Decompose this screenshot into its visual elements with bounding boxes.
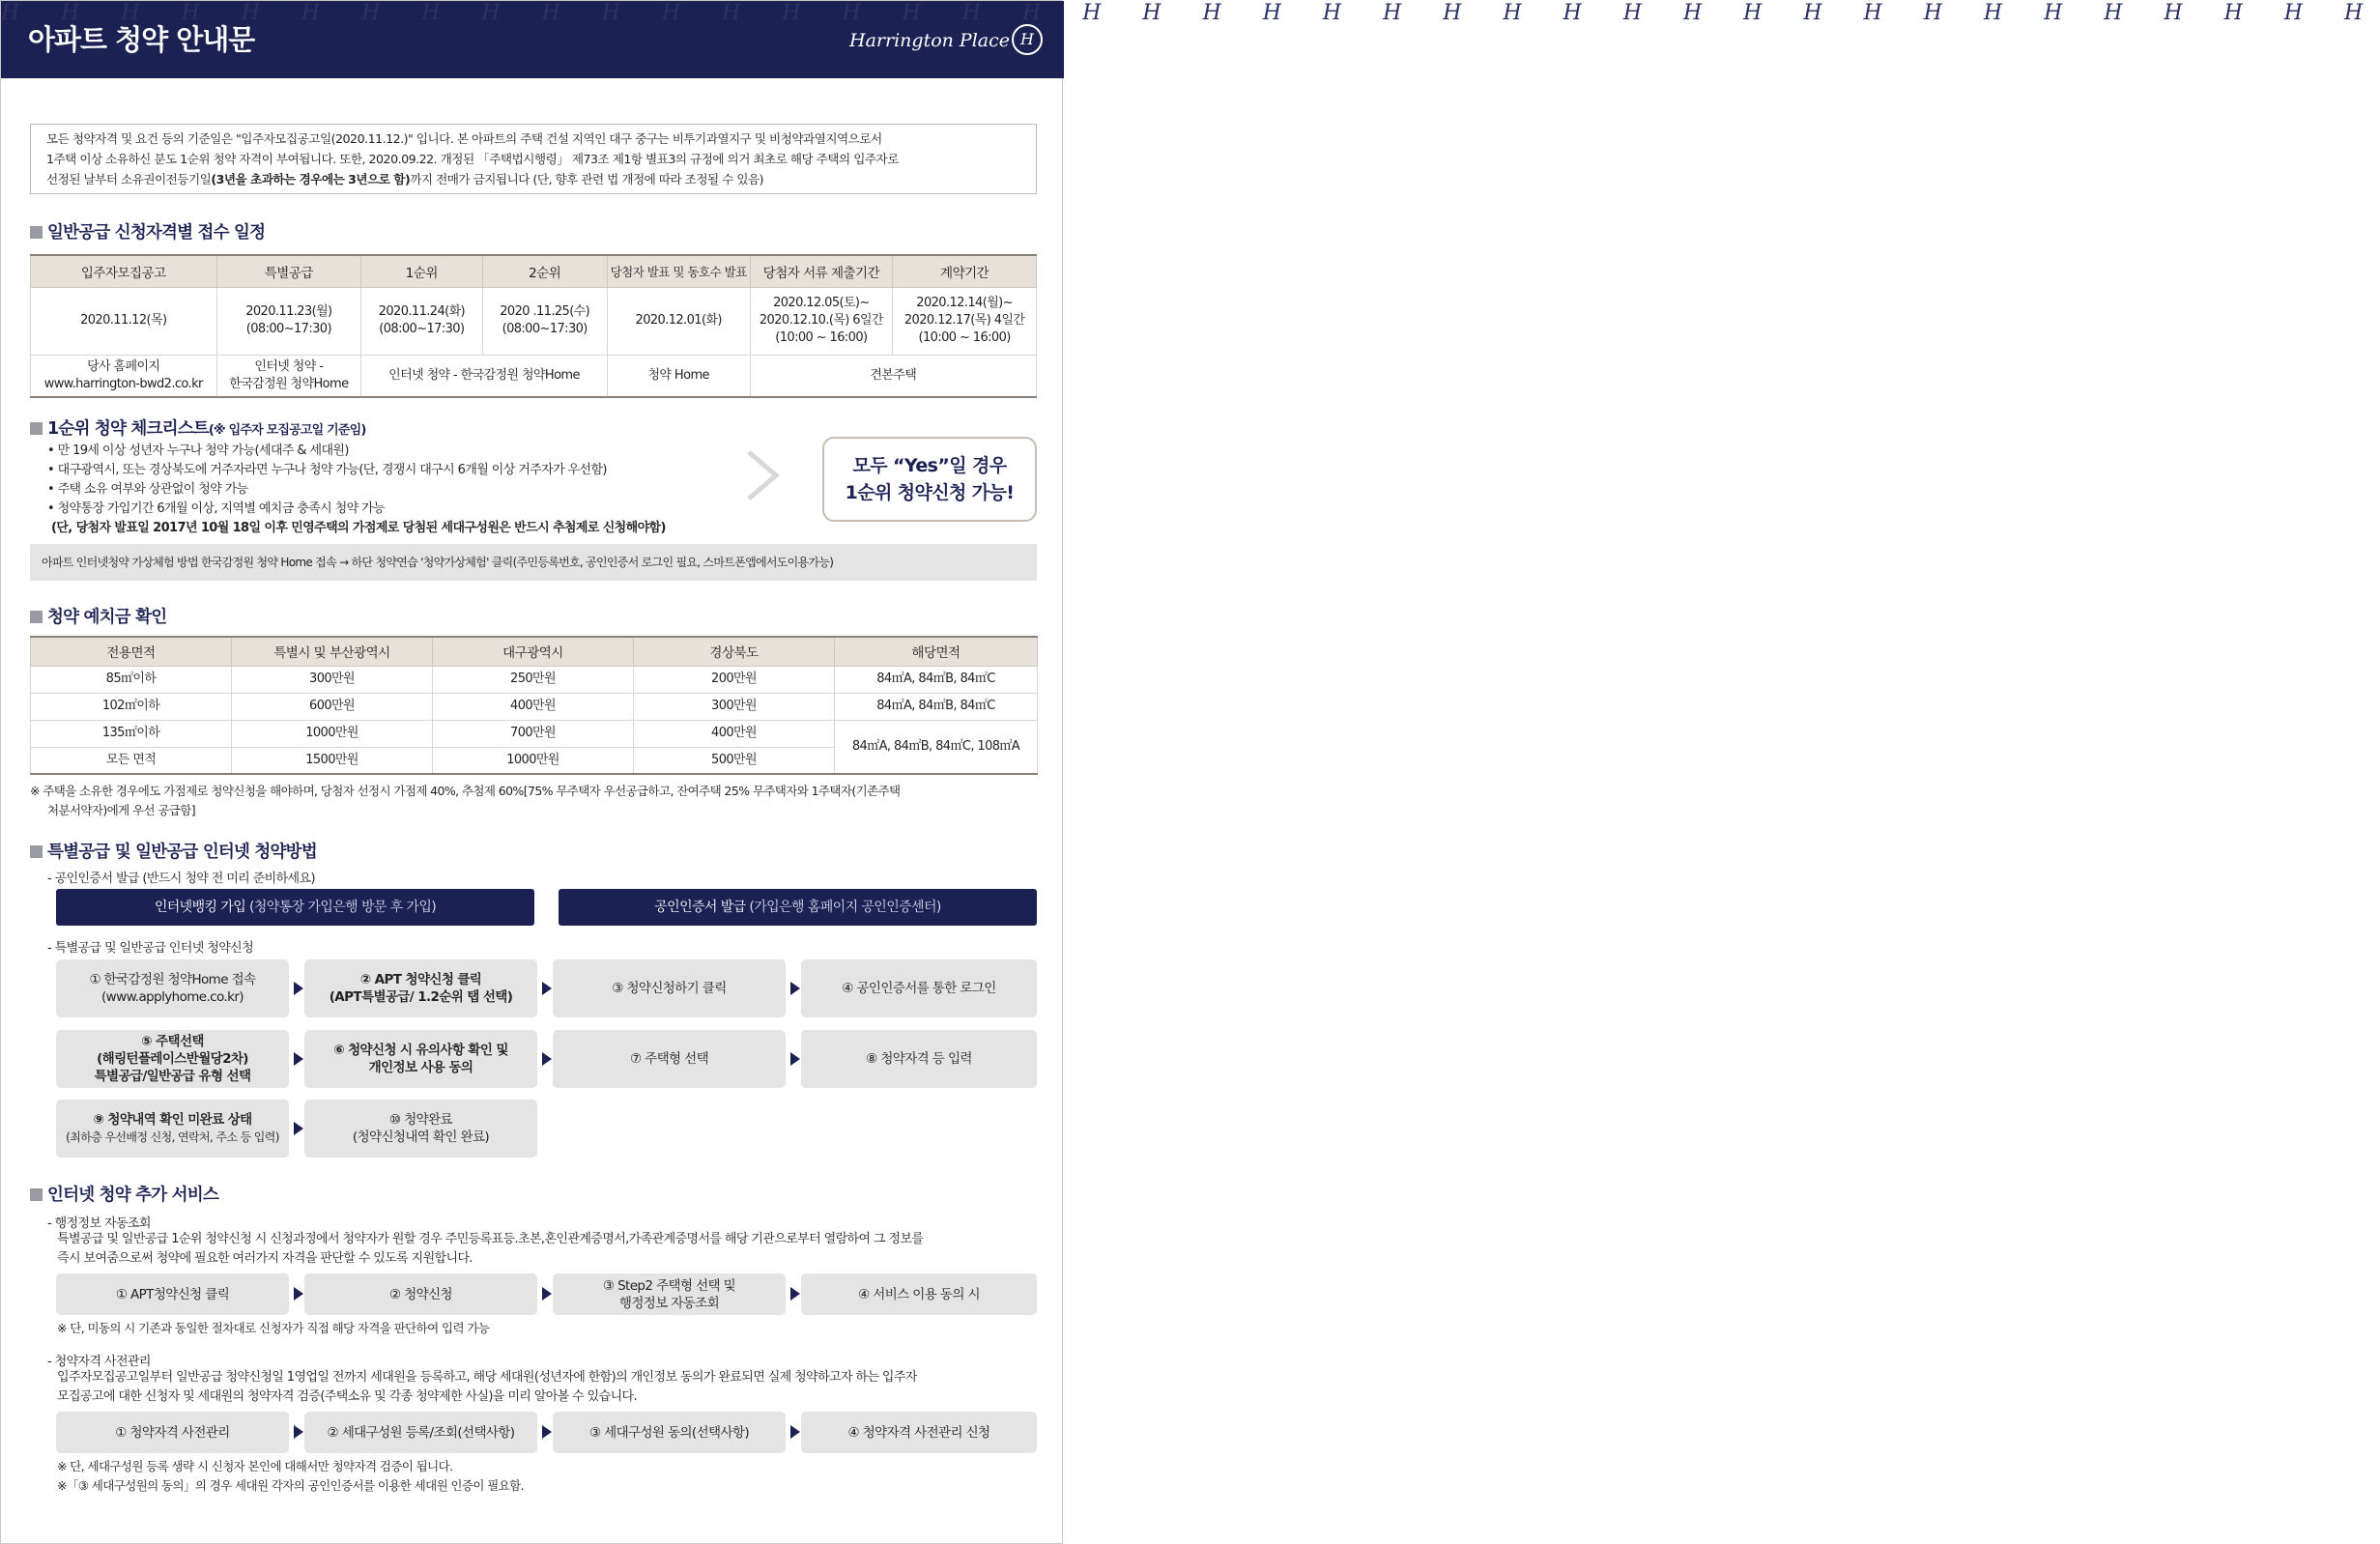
deposit-cell: 84㎡A, 84㎡B, 84㎡C <box>835 666 1038 693</box>
table-row <box>31 720 1038 747</box>
deposit-footnote-line-1: ※ 주택을 소유한 경우에도 가점제로 청약신청을 해야하며, 당첨자 선정시 가점제 40%, 추첨제 60%[75% 무주택자 우선공급하고, 잔여주택 25% 무주택자와 1주택자(기존주택 <box>30 784 901 798</box>
step-line: ④ 청약자격 사전관리 신청 <box>847 1424 990 1441</box>
step-line: (최하층 우선배정 신청, 연락처, 주소 등 입력) <box>66 1130 279 1144</box>
schedule-place-row <box>31 355 1037 397</box>
step-line: ⑥ 청약신청 시 유의사항 확인 및 <box>333 1043 508 1058</box>
deposit-header: 해당면적 <box>835 637 1038 666</box>
intro-box <box>30 124 1037 194</box>
step-line: ① APT청약신청 클릭 <box>115 1286 230 1302</box>
checklist-item: • 청약통장 가입기간 6개월 이상, 지역별 예치금 충족시 청약 가능 <box>47 501 386 516</box>
step-line: ① 한국감정원 청약Home 접속 <box>89 972 256 987</box>
section-title-schedule <box>30 219 265 243</box>
section-title-deposit-text: 청약 예치금 확인 <box>47 608 167 627</box>
section-square-icon <box>30 611 43 623</box>
section-title-checklist-note: (※ 입주자 모집공고일 기준임) <box>208 423 366 438</box>
deposit-cell: 600만원 <box>232 693 433 720</box>
schedule-header: 당첨자 발표 및 동호수 발표 <box>607 255 750 287</box>
extra-sub-1: - 행정정보 자동조회 <box>47 1216 151 1231</box>
prequal-step-1[interactable] <box>56 1412 289 1453</box>
checklist-item: • 대구광역시, 또는 경상북도에 거주자라면 누구나 청약 가능(단, 경쟁시 대구시 6개월 이상 거주자가 우선함) <box>47 463 607 477</box>
table-row <box>31 693 1038 720</box>
schedule-cell-line: 인터넷 청약 - <box>254 358 324 374</box>
step-10[interactable] <box>304 1100 537 1158</box>
step-9[interactable] <box>56 1100 289 1158</box>
deposit-cell: 84㎡A, 84㎡B, 84㎡C, 108㎡A <box>835 720 1038 774</box>
section-title-internet-text: 특별공급 및 일반공급 인터넷 청약방법 <box>47 843 317 862</box>
schedule-cell-line: (08:00~17:30) <box>245 322 331 336</box>
step-2[interactable] <box>304 959 537 1017</box>
schedule-header: 입주자모집공고 <box>31 255 217 287</box>
schedule-cell-line: 2020.11.23(월) <box>245 304 332 319</box>
deposit-cell: 102㎡이하 <box>31 693 232 720</box>
schedule-cell <box>216 287 361 355</box>
extra-note-2-line: ※ 단, 세대구성원 등록 생략 시 신청자 본인에 대해서만 청약자격 검증이 됩니다. <box>57 1459 453 1473</box>
extra-paragraph-1 <box>57 1230 1037 1268</box>
certificate-button-label: 공인인증서 발급 <box>654 900 746 915</box>
checklist-item-bold: (단, 당첨자 발표일 2017년 10월 18일 이후 민영주택의 가점제로 당첨된 세대구성원은 반드시 추첨제로 신청해야함) <box>51 521 666 535</box>
deposit-header: 특별시 및 부산광역시 <box>232 637 433 666</box>
schedule-cell-line: 당사 홈페이지 <box>87 358 160 374</box>
schedule-cell: 2020.11.12(목) <box>31 287 217 355</box>
intro-line-3-bold: (3년을 초과하는 경우에는 3년으로 함) <box>211 172 411 186</box>
header-banner <box>1 1 2380 78</box>
schedule-cell-line: 한국감정원 청약Home <box>229 376 349 391</box>
step-line: (APT특별공급/ 1.2순위 탭 선택) <box>329 989 513 1005</box>
step-line: ⑨ 청약내역 확인 미완료 상태 <box>93 1112 252 1128</box>
yes-badge-line-2: 1순위 청약신청 가능! <box>845 482 1015 503</box>
schedule-header: 1순위 <box>361 255 482 287</box>
certificate-button-sub: (가입은행 홈페이지 공인인증센터) <box>745 900 941 915</box>
section-title-extra <box>30 1182 218 1206</box>
extra-step-4[interactable] <box>801 1273 1037 1315</box>
step-line: ③ Step2 주택형 선택 및 <box>602 1277 736 1294</box>
section-title-extra-text: 인터넷 청약 추가 서비스 <box>47 1186 218 1205</box>
deposit-header: 전용면적 <box>31 637 232 666</box>
step-line: ⑩ 청약완료 <box>389 1112 452 1128</box>
table-row <box>31 666 1038 693</box>
step-line: ① 청약자격 사전관리 <box>115 1424 230 1441</box>
schedule-header-row <box>31 255 1037 287</box>
schedule-cell <box>893 287 1037 355</box>
brand-logo: Harrington Place <box>849 30 1010 51</box>
schedule-cell: 견본주택 <box>750 355 1036 397</box>
schedule-cell-line: 2020.12.17(목) 4일간 <box>903 313 1025 328</box>
intro-line-3a: 선정된 날부터 소유권이전등기일 <box>46 172 212 186</box>
step-4[interactable] <box>801 959 1037 1017</box>
arrow-right-icon <box>294 1122 303 1135</box>
extra-step-1[interactable] <box>56 1273 289 1315</box>
checklist-item: • 만 19세 이상 성년자 누구나 청약 가능(세대주 & 세대원) <box>47 443 349 458</box>
page-title: 아파트 청약 안내문 <box>28 23 255 56</box>
section-square-icon <box>30 422 43 435</box>
arrow-right-icon <box>294 1287 303 1301</box>
step-8[interactable] <box>801 1030 1037 1088</box>
arrow-right-icon <box>790 982 800 995</box>
schedule-header: 계약기간 <box>893 255 1037 287</box>
step-line: (해링턴플레이스반월당2차) <box>97 1051 248 1067</box>
deposit-cell: 1500만원 <box>232 747 433 774</box>
deposit-cell: 85㎡이하 <box>31 666 232 693</box>
arrow-right-icon <box>294 1052 303 1066</box>
schedule-table <box>30 254 1037 398</box>
intro-line-3 <box>46 169 1020 189</box>
step-7[interactable] <box>553 1030 786 1088</box>
chevron-right-icon <box>743 448 782 502</box>
extra-note-2 <box>57 1457 1064 1496</box>
section-square-icon <box>30 845 43 858</box>
schedule-cell-line: 2020 .11.25(수) <box>500 304 590 319</box>
step-line: ② APT 청약신청 클릭 <box>359 972 482 987</box>
schedule-cell-line: 2020.12.14(월)~ <box>916 296 1013 310</box>
virtual-experience-bar: 아파트 인터넷청약 가상체험 방법 한국감정원 청약 Home 접속 → 하단 청약연습 '청약가상체험' 클릭(주민등록번호, 공인인증서 로그인 필요, 스마트폰앱에서도이용가능) <box>30 544 1037 581</box>
schedule-cell-line: (08:00~17:30) <box>502 322 588 336</box>
schedule-cell-line: (10:00 ~ 16:00) <box>775 330 868 345</box>
deposit-cell: 84㎡A, 84㎡B, 84㎡C <box>835 693 1038 720</box>
deposit-cell: 500만원 <box>634 747 835 774</box>
internet-banking-button[interactable] <box>56 889 534 926</box>
extra-sub-2: - 청약자격 사전관리 <box>47 1355 151 1369</box>
extra-step-3[interactable] <box>553 1273 786 1315</box>
extra-paragraph-1-line: 특별공급 및 일반공급 1순위 청약신청 시 신청과정에서 청약자가 원할 경우 주민등록표등.초본,혼인관계증명서,가족관계증명서를 해당 기관으로부터 열람하여 그 정보를 <box>57 1232 924 1246</box>
prequal-step-4[interactable] <box>801 1412 1037 1453</box>
section-title-checklist-text: 1순위 청약 체크리스트 <box>47 419 209 439</box>
arrow-right-icon <box>542 982 552 995</box>
step-line: ③ 청약신청하기 클릭 <box>612 981 727 996</box>
deposit-cell: 200만원 <box>634 666 835 693</box>
step-line: ⑤ 주택선택 <box>141 1034 204 1049</box>
step-line: 특별공급/일반공급 유형 선택 <box>94 1069 251 1084</box>
homepage-link[interactable]: www.harrington-bwd2.co.kr <box>43 376 203 391</box>
step-3[interactable] <box>553 959 786 1017</box>
schedule-cell <box>216 355 361 397</box>
deposit-footnote-line-2: 처분서약자)에게 우선 공급함] <box>47 803 196 817</box>
step-1[interactable] <box>56 959 289 1017</box>
section-title-checklist <box>30 415 366 440</box>
certificate-button[interactable] <box>559 889 1037 926</box>
schedule-cell <box>31 355 217 397</box>
arrow-right-icon <box>294 982 303 995</box>
schedule-cell-line: 2020.11.24(화) <box>378 304 466 319</box>
schedule-header: 당첨자 서류 제출기간 <box>750 255 893 287</box>
deposit-cell: 135㎡이하 <box>31 720 232 747</box>
deposit-footnote <box>30 782 1037 820</box>
arrow-right-icon <box>542 1287 552 1301</box>
step-line: ④ 공인인증서를 통한 로그인 <box>842 981 996 996</box>
extra-note-1: ※ 단, 미동의 시 기존과 동일한 절차대로 신청자가 직접 해당 자격을 판단하여 입력 가능 <box>57 1321 490 1335</box>
internet-banking-button-label: 인터넷뱅킹 가입 <box>154 900 246 915</box>
schedule-date-row <box>31 287 1037 355</box>
internet-sub-2: - 특별공급 및 일반공급 인터넷 청약신청 <box>47 941 254 956</box>
deposit-cell: 300만원 <box>634 693 835 720</box>
internet-banking-button-sub: (청약통장 가입은행 방문 후 가입) <box>245 900 437 915</box>
deposit-header-row <box>31 637 1038 666</box>
extra-paragraph-2-line: 모집공고에 대한 신청자 및 세대원의 청약자격 검증(주택소유 및 각종 청약제한 사실)을 미리 알아볼 수 있습니다. <box>57 1388 638 1404</box>
yes-badge-line-1: 모두 “Yes”일 경우 <box>852 455 1007 476</box>
step-line: (www.applyhome.co.kr) <box>101 989 244 1005</box>
extra-paragraph-1-line: 즉시 보여줌으로써 청약에 필요한 여러가지 자격을 판단할 수 있도록 지원합니다. <box>57 1250 473 1266</box>
deposit-header: 경상북도 <box>634 637 835 666</box>
section-title-internet <box>30 839 317 863</box>
step-line: 행정정보 자동조회 <box>618 1295 720 1311</box>
arrow-right-icon <box>294 1425 303 1439</box>
schedule-cell <box>482 287 607 355</box>
prequal-step-3[interactable] <box>553 1412 786 1453</box>
checklist-item: • 주택 소유 여부와 상관없이 청약 가능 <box>47 482 248 497</box>
section-title-schedule-text: 일반공급 신청자격별 접수 일정 <box>47 223 266 243</box>
extra-step-2[interactable] <box>304 1273 537 1315</box>
step-line: ② 세대구성원 등록/조회(선택사항) <box>327 1424 515 1441</box>
internet-sub-1: - 공인인증서 발급 (반드시 청약 전 미리 준비하세요) <box>47 872 315 886</box>
header-pattern: H H H H H H H H H H H H H H H H H H H H H H H H H H H H H H H H H H H H H H H H <box>1 1 2380 25</box>
extra-paragraph-2-line: 입주자모집공고일부터 일반공급 청약신청일 1영업일 전까지 세대원을 등록하고, 해당 세대원(성년자에 한함)의 개인정보 동의가 완료되면 실제 청약하고자 하는 입주자 <box>57 1370 917 1385</box>
deposit-header: 대구광역시 <box>433 637 634 666</box>
step-line: ② 청약신청 <box>389 1286 452 1302</box>
schedule-cell: 2020.12.01(화) <box>607 287 750 355</box>
deposit-cell: 700만원 <box>433 720 634 747</box>
intro-line-1: 모든 청약자격 및 요건 등의 기준일은 "입주자모집공고일(2020.11.12.)" 입니다. 본 아파트의 주택 건설 지역인 대구 중구는 비투기과열지구 및 비청약과열지역으로서 <box>46 131 882 146</box>
prequal-step-2[interactable] <box>304 1412 537 1453</box>
arrow-right-icon <box>790 1425 800 1439</box>
deposit-cell: 1000만원 <box>433 747 634 774</box>
schedule-cell-line: (08:00~17:30) <box>379 322 465 336</box>
extra-note-3-line: ※「③ 세대구성원의 동의」의 경우 세대원 각자의 공인인증서를 이용한 세대원 인증이 필요함. <box>57 1478 525 1493</box>
step-line: ⑦ 주택형 선택 <box>629 1051 709 1067</box>
arrow-right-icon <box>542 1425 552 1439</box>
section-title-deposit <box>30 604 166 628</box>
section-square-icon <box>30 1188 43 1201</box>
brand-logo-mark-icon: H <box>1012 24 1043 55</box>
arrow-right-icon <box>542 1052 552 1066</box>
step-5[interactable] <box>56 1030 289 1088</box>
schedule-cell <box>361 287 482 355</box>
intro-line-2: 1주택 이상 소유하신 분도 1순위 청약 자격이 부여됩니다. 또한, 2020.09.22. 개정된 「주택법시행령」 제73조 제1항 별표3의 규정에 의거 최초로 해당 주택의 입주자로 <box>46 152 899 166</box>
schedule-cell <box>750 287 893 355</box>
deposit-cell: 250만원 <box>433 666 634 693</box>
section-square-icon <box>30 226 43 239</box>
checklist-list <box>47 442 743 538</box>
schedule-cell-line: 2020.12.05(토)~ <box>773 296 870 310</box>
step-line: (청약신청내역 확인 완료) <box>352 1129 490 1145</box>
schedule-cell-line: (10:00 ~ 16:00) <box>918 330 1011 345</box>
step-line: ⑧ 청약자격 등 입력 <box>866 1051 972 1067</box>
yes-badge <box>822 437 1037 522</box>
arrow-right-icon <box>790 1287 800 1301</box>
schedule-cell-line: 2020.12.10.(목) 6일간 <box>759 313 883 328</box>
intro-line-3c: 까지 전매가 금지됩니다 (단, 향후 관련 법 개정에 따라 조정될 수 있음) <box>410 172 764 186</box>
deposit-cell: 1000만원 <box>232 720 433 747</box>
arrow-right-icon <box>790 1052 800 1066</box>
deposit-cell: 400만원 <box>634 720 835 747</box>
schedule-cell: 청약 Home <box>607 355 750 397</box>
schedule-header: 특별공급 <box>216 255 361 287</box>
step-line: 개인정보 사용 동의 <box>368 1060 473 1075</box>
deposit-table <box>30 636 1038 775</box>
schedule-header: 2순위 <box>482 255 607 287</box>
deposit-cell: 400만원 <box>433 693 634 720</box>
step-6[interactable] <box>304 1030 537 1088</box>
step-line: ③ 세대구성원 동의(선택사항) <box>588 1424 750 1441</box>
schedule-cell: 인터넷 청약 - 한국감정원 청약Home <box>361 355 608 397</box>
deposit-cell: 300만원 <box>232 666 433 693</box>
step-line: ④ 서비스 이용 동의 시 <box>858 1286 980 1302</box>
deposit-cell: 모든 면적 <box>31 747 232 774</box>
extra-paragraph-2 <box>57 1368 1037 1406</box>
